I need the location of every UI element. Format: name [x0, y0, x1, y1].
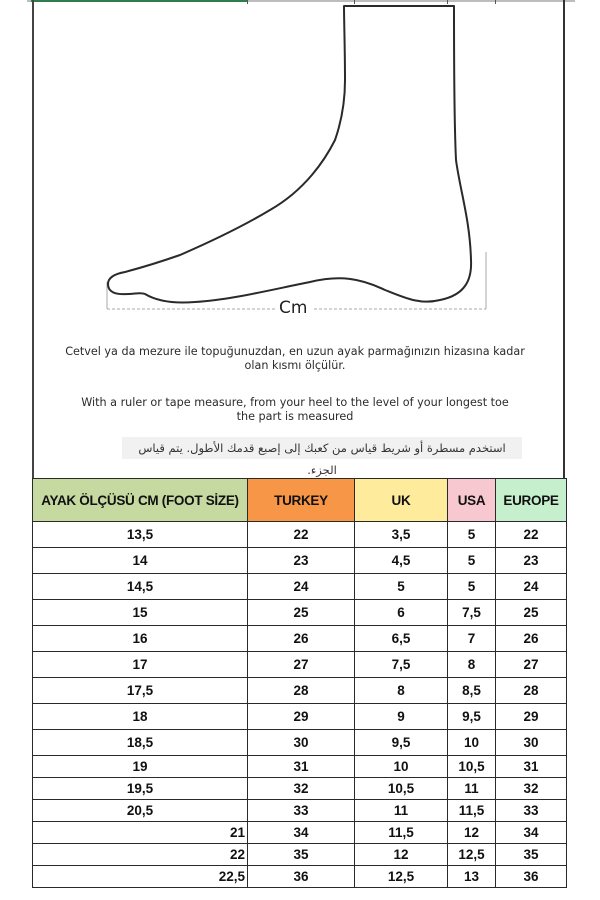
- foot-outline-icon: [0, 0, 600, 330]
- cell-cm: 21: [33, 822, 248, 844]
- size-conversion-table: [32, 478, 567, 888]
- cell-usa: 7,5: [448, 600, 496, 626]
- instruction-english: [40, 396, 550, 424]
- cell-cm: 19: [33, 756, 248, 778]
- table-row: [33, 704, 567, 730]
- cell-usa: 7: [448, 626, 496, 652]
- cell-usa: 12,5: [448, 844, 496, 866]
- cell-turkey: 34: [248, 822, 355, 844]
- table-row: [33, 626, 567, 652]
- table-header-row: [33, 479, 567, 522]
- cell-cm: 22,5: [33, 866, 248, 888]
- table-row: [33, 800, 567, 822]
- cell-usa: 13: [448, 866, 496, 888]
- table-row: [33, 756, 567, 778]
- cell-uk: 9: [355, 704, 448, 730]
- table-row: [33, 548, 567, 574]
- cell-cm: 18,5: [33, 730, 248, 756]
- cell-europe: 25: [496, 600, 567, 626]
- instruction-turkish-line2: olan kısmı ölçülür.: [244, 359, 346, 372]
- cell-turkey: 32: [248, 778, 355, 800]
- cell-cm: 14: [33, 548, 248, 574]
- instruction-english-line2: the part is measured: [236, 410, 354, 423]
- cell-europe: 30: [496, 730, 567, 756]
- cell-uk: 11,5: [355, 822, 448, 844]
- cell-europe: 34: [496, 822, 567, 844]
- cell-usa: 10: [448, 730, 496, 756]
- cell-uk: 12: [355, 844, 448, 866]
- cell-europe: 32: [496, 778, 567, 800]
- cell-turkey: 31: [248, 756, 355, 778]
- cell-uk: 10,5: [355, 778, 448, 800]
- instruction-turkish-line1: Cetvel ya da mezure ile topuğunuzdan, en uzun ayak parmağınızın hizasına kadar: [65, 345, 525, 358]
- cell-uk: 5: [355, 574, 448, 600]
- cell-usa: 10,5: [448, 756, 496, 778]
- cell-cm: 14,5: [33, 574, 248, 600]
- cell-europe: 28: [496, 678, 567, 704]
- cell-europe: 27: [496, 652, 567, 678]
- cell-usa: 11,5: [448, 800, 496, 822]
- cell-europe: 22: [496, 522, 567, 548]
- cell-usa: 8,5: [448, 678, 496, 704]
- instruction-english-line1: With a ruler or tape measure, from your heel to the level of your longest toe: [81, 396, 509, 409]
- cell-uk: 7,5: [355, 652, 448, 678]
- cell-uk: 10: [355, 756, 448, 778]
- cell-turkey: 30: [248, 730, 355, 756]
- cell-cm: 17: [33, 652, 248, 678]
- cell-uk: 6,5: [355, 626, 448, 652]
- cell-uk: 3,5: [355, 522, 448, 548]
- cell-uk: 12,5: [355, 866, 448, 888]
- instruction-turkish: [40, 345, 550, 373]
- cell-uk: 6: [355, 600, 448, 626]
- cell-uk: 9,5: [355, 730, 448, 756]
- cell-uk: 11: [355, 800, 448, 822]
- table-row: [33, 844, 567, 866]
- cell-turkey: 22: [248, 522, 355, 548]
- cell-usa: 5: [448, 574, 496, 600]
- cell-turkey: 25: [248, 600, 355, 626]
- cell-cm: 15: [33, 600, 248, 626]
- cell-turkey: 35: [248, 844, 355, 866]
- cell-turkey: 29: [248, 704, 355, 730]
- header-foot-size-cm: AYAK ÖLÇÜSÜ CM (FOOT SİZE): [33, 479, 248, 522]
- cell-europe: 23: [496, 548, 567, 574]
- cell-usa: 9,5: [448, 704, 496, 730]
- cell-usa: 5: [448, 522, 496, 548]
- table-row: [33, 678, 567, 704]
- table-row: [33, 600, 567, 626]
- cell-cm: 18: [33, 704, 248, 730]
- cell-turkey: 26: [248, 626, 355, 652]
- cell-europe: 31: [496, 756, 567, 778]
- table-row: [33, 778, 567, 800]
- cell-europe: 36: [496, 866, 567, 888]
- header-usa: USA: [448, 479, 496, 522]
- table-row: [33, 574, 567, 600]
- cell-uk: 4,5: [355, 548, 448, 574]
- header-turkey: TURKEY: [248, 479, 355, 522]
- cell-cm: 13,5: [33, 522, 248, 548]
- cell-turkey: 33: [248, 800, 355, 822]
- cell-cm: 20,5: [33, 800, 248, 822]
- cell-turkey: 36: [248, 866, 355, 888]
- cell-europe: 33: [496, 800, 567, 822]
- header-europe: EUROPE: [496, 479, 567, 522]
- cell-europe: 26: [496, 626, 567, 652]
- table-row: [33, 866, 567, 888]
- cell-europe: 24: [496, 574, 567, 600]
- cell-cm: 16: [33, 626, 248, 652]
- cell-cm: 17,5: [33, 678, 248, 704]
- table-row: [33, 822, 567, 844]
- table-row: [33, 730, 567, 756]
- cell-usa: 11: [448, 778, 496, 800]
- instruction-arabic: استخدم مسطرة أو شريط قياس من كعبك إلى إصبع قدمك الأطول. يتم قياس الجزء.: [122, 437, 522, 459]
- cell-usa: 8: [448, 652, 496, 678]
- cell-turkey: 24: [248, 574, 355, 600]
- cell-usa: 12: [448, 822, 496, 844]
- cell-uk: 8: [355, 678, 448, 704]
- cell-cm: 19,5: [33, 778, 248, 800]
- cell-europe: 29: [496, 704, 567, 730]
- cell-turkey: 23: [248, 548, 355, 574]
- table-row: [33, 652, 567, 678]
- cell-turkey: 27: [248, 652, 355, 678]
- header-uk: UK: [355, 479, 448, 522]
- table-row: [33, 522, 567, 548]
- cell-cm: 22: [33, 844, 248, 866]
- cell-europe: 35: [496, 844, 567, 866]
- cell-usa: 5: [448, 548, 496, 574]
- cell-turkey: 28: [248, 678, 355, 704]
- measure-label: Cm: [276, 298, 310, 318]
